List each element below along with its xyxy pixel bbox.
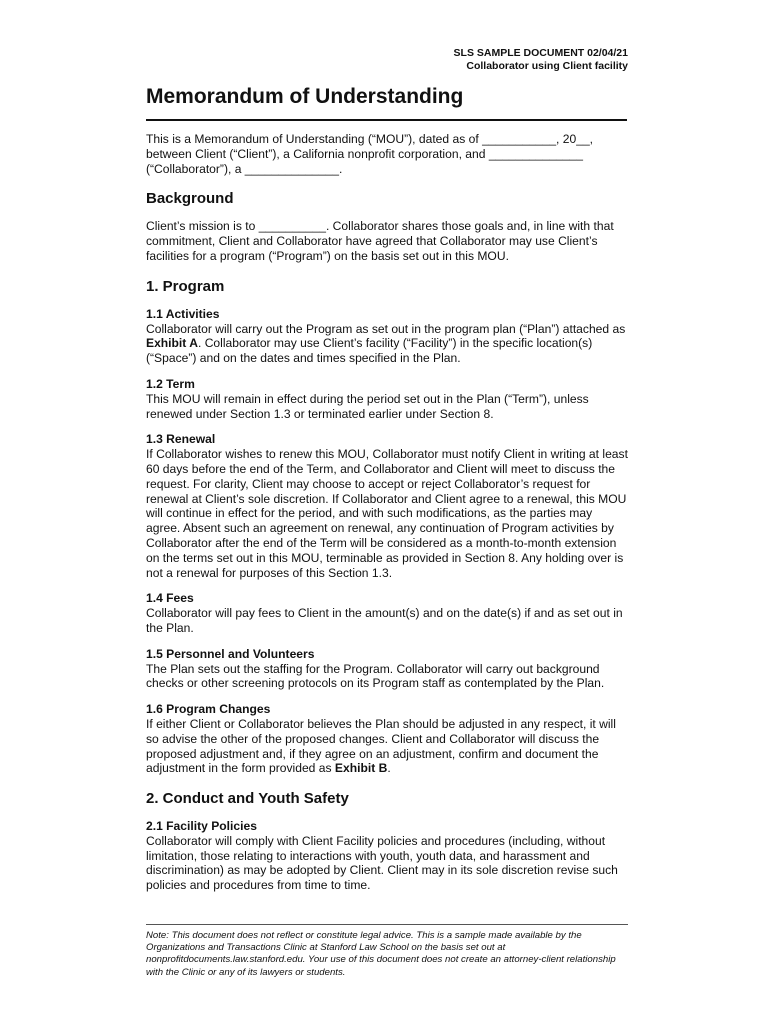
- section-1-6-text-a: If either Client or Collaborator believes the Plan should be adjusted in any respect, it will so advise the other of the proposed changes. Client and Collaborator will discuss the proposed adjustment and, if they agree on an adjustment, confirm and document the adjustment in the form provided as: [146, 716, 616, 776]
- footnote: Note: This document does not reflect or constitute legal advice. This is a sample made available by the Organizations and Transactions Clinic at Stanford Law School on the basis set out at nonprofitdocuments.law.stanford.edu. Your use of this document does not create an attorney-client relationship with the Clinic or any of its lawyers or students.: [146, 930, 616, 978]
- section-2-1-heading: 2.1 Facility Policies: [146, 819, 257, 834]
- section-1-3-heading: 1.3 Renewal: [146, 432, 216, 447]
- section-1-1-heading: 1.1 Activities: [146, 306, 220, 321]
- title-rule: [146, 119, 627, 121]
- section-1-5-paragraph: The Plan sets out the staffing for the Program. Collaborator will carry out background checks or other screening protocols on its Program staff as contemplated by the Plan.: [146, 661, 605, 691]
- section-1-1-paragraph: [146, 322, 628, 366]
- footnote-rule: [146, 924, 628, 925]
- section-1-4-paragraph: Collaborator will pay fees to Client in the amount(s) and on the date(s) if and as set out in the Plan.: [146, 606, 623, 635]
- section-2-heading: 2. Conduct and Youth Safety: [146, 790, 349, 808]
- document-body: [146, 132, 628, 893]
- section-1-5-heading: 1.5 Personnel and Volunteers: [146, 646, 315, 661]
- section-1-1-text-b: . Collaborator may use Client’s facility (“Facility”) in the specific location(s) (“Space”) and on the dates and times specified in the Plan.: [146, 336, 593, 366]
- section-1-6-text-b: .: [387, 761, 391, 776]
- section-1-6-heading: 1.6 Program Changes: [146, 702, 271, 717]
- background-paragraph: Client’s mission is to __________. Collaborator shares those goals and, in line with that commitment, Client and Collaborator have agreed that Collaborator may use Client’s facilities for a program (“Program”) on the basis set out in this MOU.: [146, 219, 614, 263]
- section-1-2-paragraph: This MOU will remain in effect during the period set out in the Plan (“Term”), unless renewed under Section 1.3 or terminated earlier under Section 8.: [146, 391, 589, 421]
- section-1-6-paragraph: [146, 717, 628, 776]
- section-1-heading: 1. Program: [146, 277, 225, 295]
- section-1-2-heading: 1.2 Term: [146, 376, 195, 391]
- exhibit-b-ref: Exhibit B: [334, 761, 388, 776]
- section-1-3-paragraph: If Collaborator wishes to renew this MOU, Collaborator must notify Client in writing at least 60 days before the end of the Term, and Collaborator and Client will meet to discuss the request. For clarity, Client may choose to accept or reject Collaborator’s request for renewal at Client’s sole discretion. If Collaborator and Client agree to a renewal, this MOU will continue in effect for the period, and with such modifications, as the parties may agree. Absent such an agreement on renewal, any continuation of Program activities by Collaborator after the end of the Term will be considered as a month-to-month extension on the terms set out in this MOU, terminable as provided in Section 8. Any holding over is not a renewal for purposes of this Section 1.3.: [146, 447, 628, 580]
- section-1-4-heading: 1.4 Fees: [146, 591, 194, 606]
- intro-paragraph: This is a Memorandum of Understanding (“MOU”), dated as of ___________, 20__, between Client (“Client”), a California nonprofit corporation, and ______________ (“Collaborator”), a ______________.: [146, 132, 594, 176]
- background-heading: Background: [146, 190, 234, 208]
- section-1-1-text-a: Collaborator will carry out the Program as set out in the program plan (“Plan”) attached as: [146, 321, 626, 336]
- section-2-1-paragraph: Collaborator will comply with Client Facility policies and procedures (including, without limitation, those relating to interactions with youth, youth data, and harassment and discrimination) as may be adopted by Client. Client may in its sole discretion revise such policies and procedures from time to time.: [146, 833, 618, 893]
- document-header: [454, 47, 628, 73]
- exhibit-a-ref: Exhibit A: [146, 336, 198, 351]
- header-line-1: SLS SAMPLE DOCUMENT 02/04/21: [453, 47, 628, 59]
- header-line-2: Collaborator using Client facility: [466, 60, 628, 72]
- document-title: Memorandum of Understanding: [146, 85, 464, 108]
